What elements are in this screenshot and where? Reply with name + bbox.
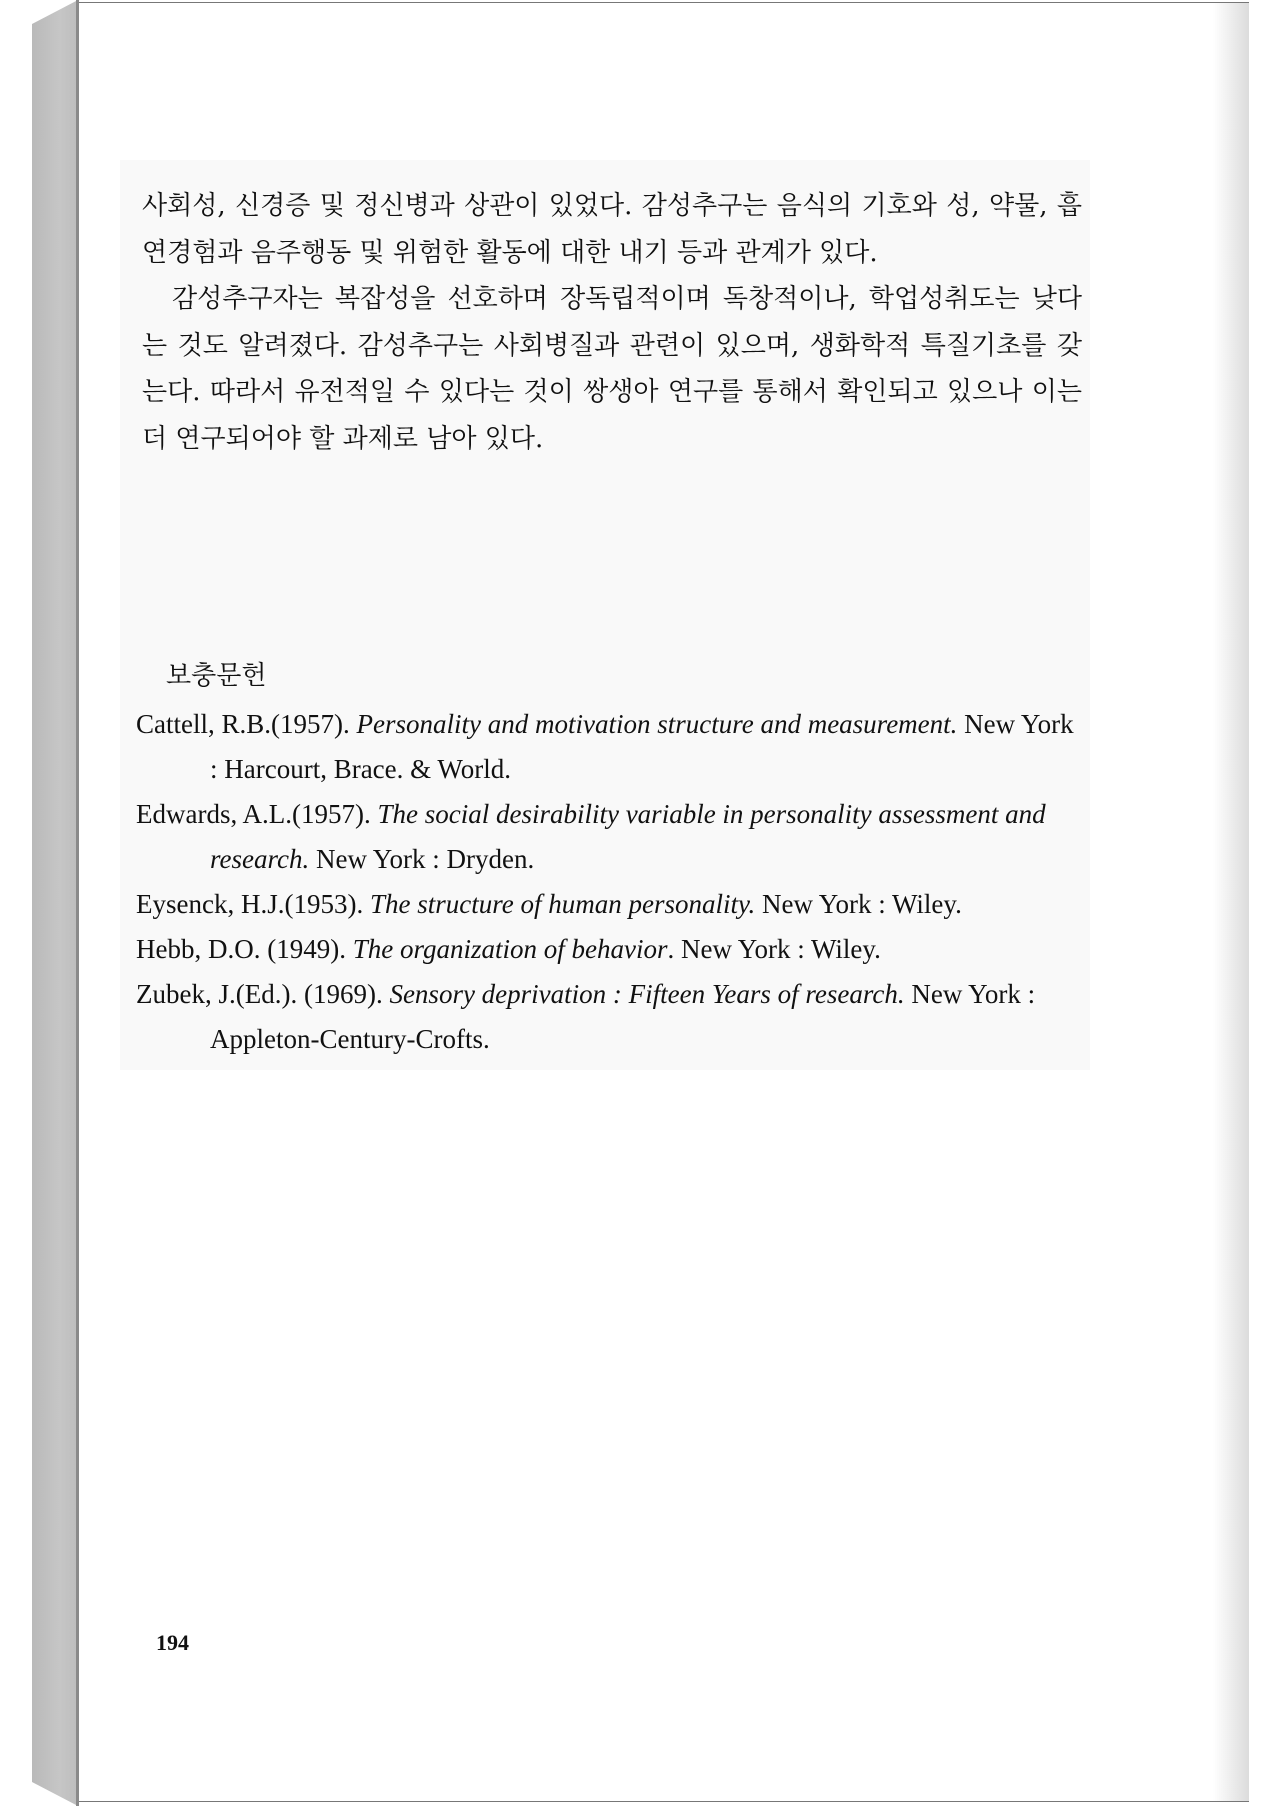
- reference-title: The structure of human personality.: [369, 889, 756, 919]
- reference-item: [136, 972, 1086, 1062]
- reference-item: [136, 882, 1086, 927]
- body-paragraph-2: 감성추구자는 복잡성을 선호하며 장독립적이며 독창적이나, 학업성취도는 낮다는 것도 알려졌다. 감성추구는 사회병질과 관련이 있으며, 생화학적 특질기초를 갖는다. 따라서 유전적일 수 있다는 것이 쌍생아 연구를 통해서 확인되고 있으나 이는 더 연구되어야 할 과제로 남아 있다.: [142, 284, 1082, 454]
- reference-author: Eysenck, H.J.(1953).: [136, 889, 370, 919]
- reference-item: [136, 702, 1086, 792]
- reference-publisher: New York : Dryden.: [309, 844, 535, 874]
- reference-item: [136, 792, 1086, 882]
- reference-list: [136, 702, 1086, 1062]
- references-heading: 보충문헌: [166, 661, 267, 691]
- reference-title: Personality and motivation structure and measurement.: [356, 709, 958, 739]
- body-text: [142, 183, 1082, 462]
- reference-author: Zubek, J.(Ed.). (1969).: [136, 979, 390, 1009]
- book-spine: [32, 0, 78, 1806]
- page-edge-shadow: [1213, 3, 1249, 1801]
- reference-publisher: New York : Wiley.: [755, 889, 962, 919]
- body-paragraph-1: 사회성, 신경증 및 정신병과 상관이 있었다. 감성추구는 음식의 기호와 성, 약물, 흡연경험과 음주행동 및 위험한 활동에 대한 내기 등과 관계가 있다.: [142, 191, 1082, 268]
- reference-author: Edwards, A.L.(1957).: [136, 799, 378, 829]
- reference-item: [136, 927, 1086, 972]
- reference-publisher: New York : Harcourt, Brace. & World.: [210, 709, 1074, 784]
- page-number: 194: [156, 1630, 189, 1655]
- reference-title: The social desirability variable in personality assessment and research.: [210, 799, 1046, 874]
- reference-author: Cattell, R.B.(1957).: [136, 709, 357, 739]
- reference-publisher: . New York : Wiley.: [667, 934, 881, 964]
- reference-author: Hebb, D.O. (1949).: [136, 934, 353, 964]
- reference-title: The organization of behavior: [352, 934, 668, 964]
- reference-publisher: New York : Appleton-Century-Crofts.: [210, 979, 1036, 1054]
- reference-title: Sensory deprivation : Fifteen Years of research.: [389, 979, 905, 1009]
